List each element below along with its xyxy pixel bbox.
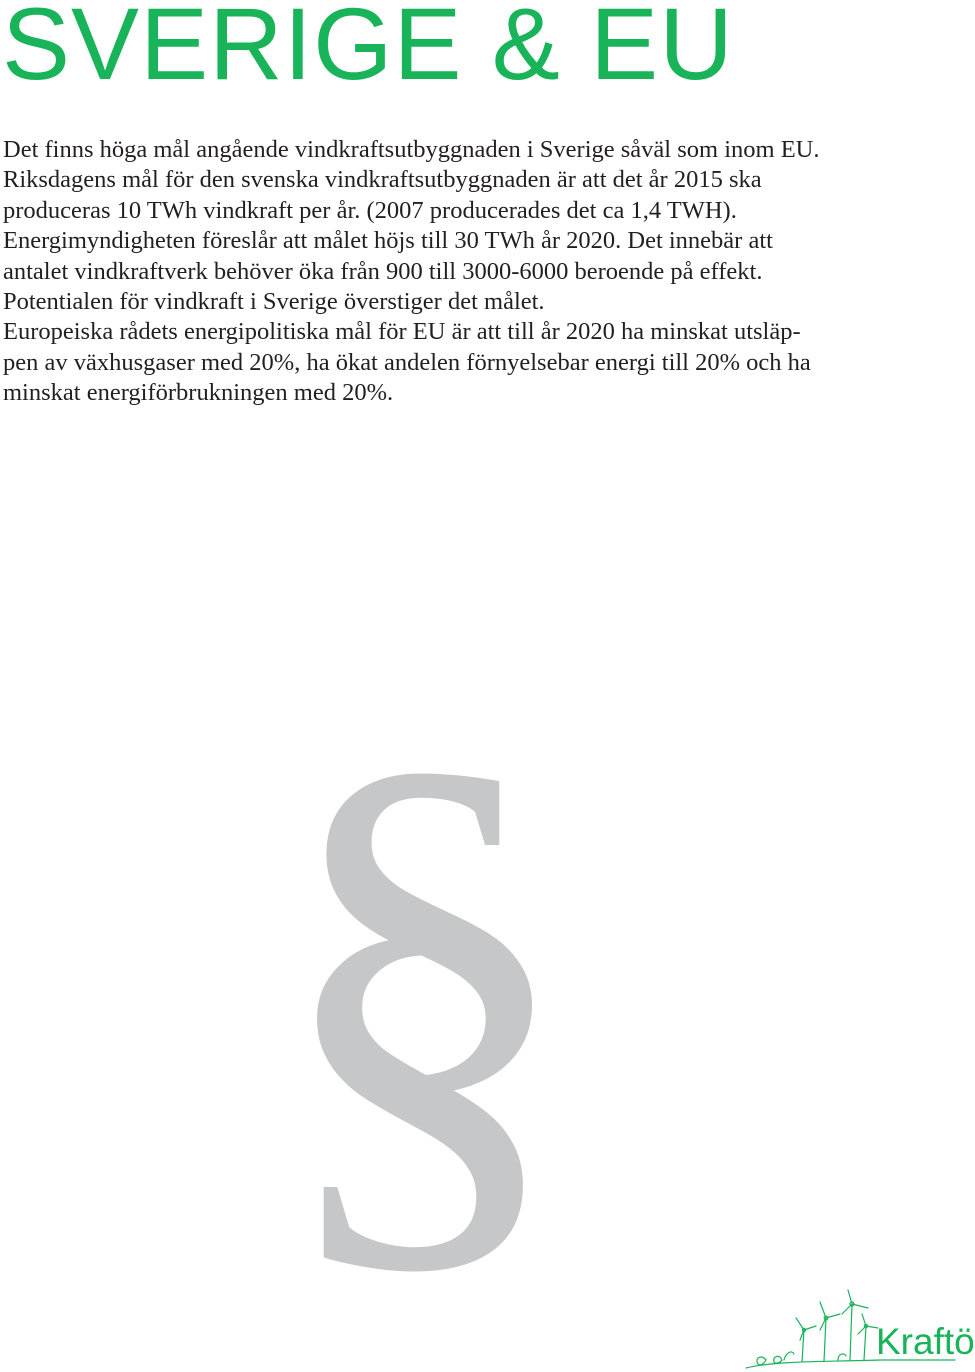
logo-text: Kraftö xyxy=(876,1321,975,1362)
section-sign-icon: § xyxy=(268,643,578,1329)
text-line: Riksdagens mål för den svenska vindkraftsutbyggnaden är att det år 2015 ska xyxy=(3,166,762,194)
text-line: pen av växhusgaser med 20%, ha ökat andelen förnyelsebar energi till 20% och ha xyxy=(3,348,811,376)
body-paragraph xyxy=(3,135,948,409)
text-line: Potentialen för vindkraft i Sverige överstiger det målet. xyxy=(3,288,545,316)
text-line: produceras 10 TWh vindkraft per år. (2007 producerades det ca 1,4 TWH). xyxy=(3,196,737,224)
text-line: minskat energiförbrukningen med 20%. xyxy=(3,379,394,407)
text-line: Energimyndigheten föreslår att målet höjs till 30 TWh år 2020. Det innebär att xyxy=(3,227,773,255)
logo xyxy=(740,1288,975,1372)
text-line: antalet vindkraftverk behöver öka från 900 till 3000-6000 beroende på effekt. xyxy=(3,257,763,285)
text-line: Europeiska rådets energipolitiska mål för EU är att till år 2020 ha minskat utsläp- xyxy=(3,318,801,346)
page-title: SVERIGE & EU xyxy=(2,0,734,101)
text-line: Det finns höga mål angående vindkraftsutbyggnaden i Sverige såväl som inom EU. xyxy=(3,136,820,163)
